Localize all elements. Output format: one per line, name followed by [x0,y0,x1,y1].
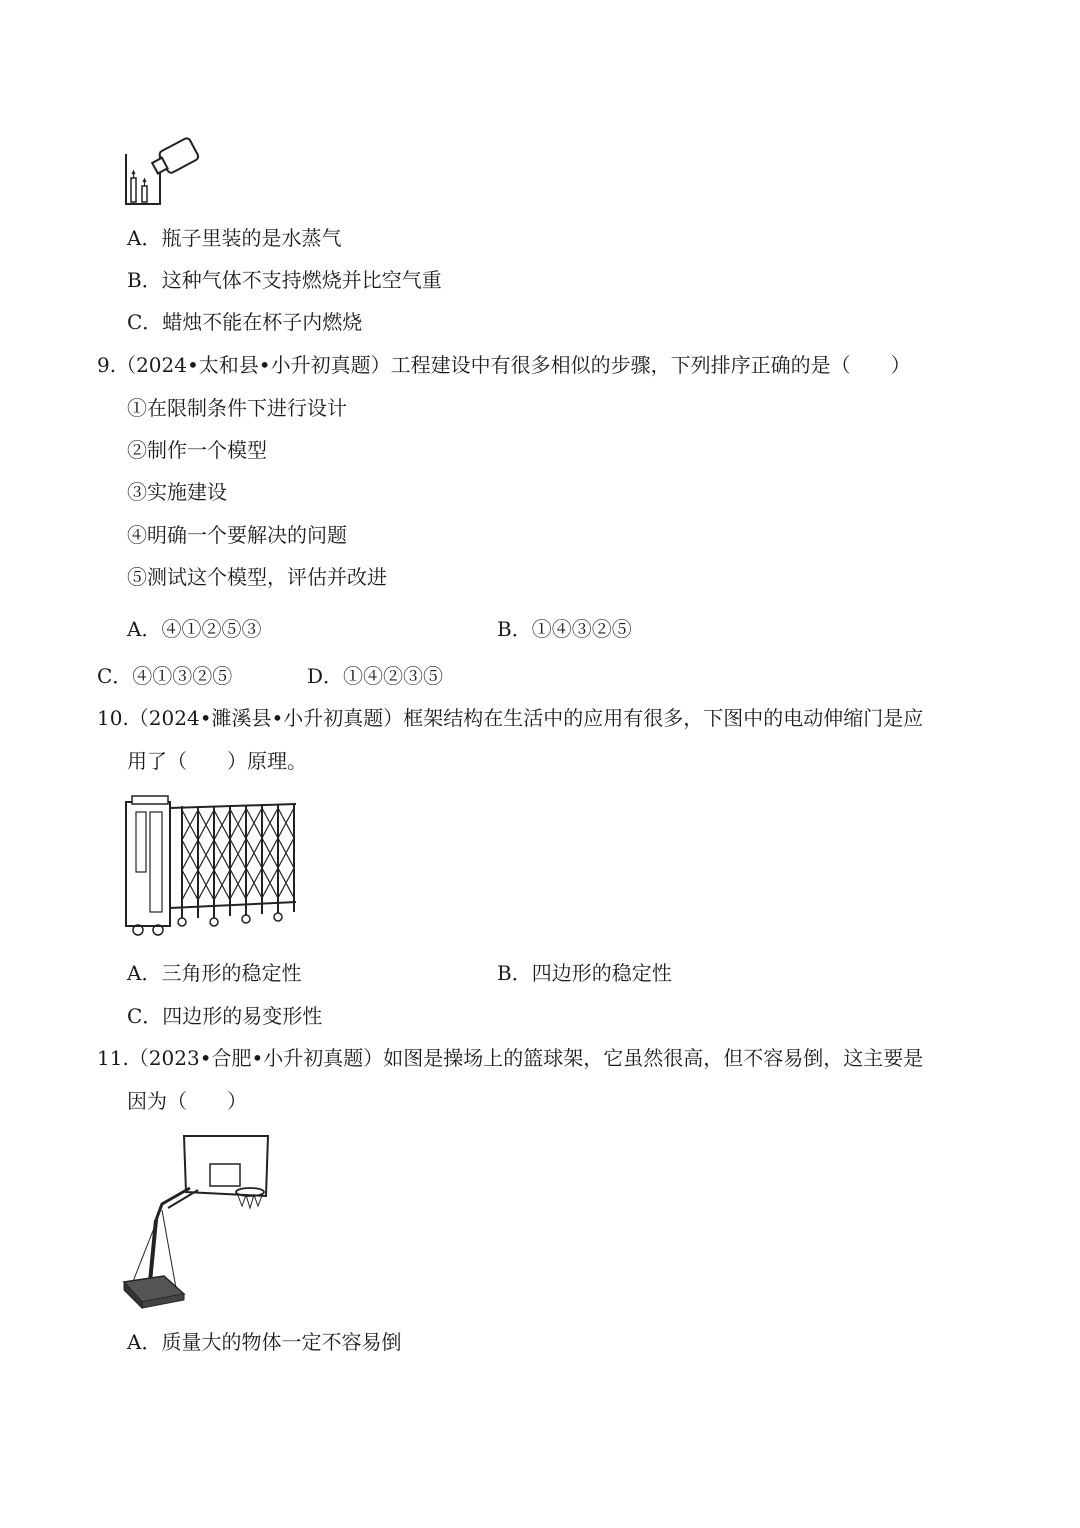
q9-step-2: ②制作一个模型 [127,438,267,462]
q9-step-1: ①在限制条件下进行设计 [127,396,347,420]
q9-option-c: C．④①③②⑤ [97,664,233,688]
q11-option-a: A．质量大的物体一定不容易倒 [127,1330,402,1354]
q9-stem: 9.（2024•太和县•小升初真题）工程建设中有很多相似的步骤，下列排序正确的是（ ） [97,353,911,377]
q8-option-b: B．这种气体不支持燃烧并比空气重 [127,268,442,292]
q11-stem-line-1: 11.（2023•合肥•小升初真题）如图是操场上的篮球架，它虽然很高，但不容易倒，这主要是 [97,1046,924,1070]
q10-option-a: A．三角形的稳定性 [127,961,302,985]
q9-step-4: ④明确一个要解决的问题 [127,523,347,547]
q9-option-a: A．④①②⑤③ [127,617,262,641]
q10-option-c: C．四边形的易变形性 [127,1004,323,1028]
q10-stem-line-2: 用了（ ）原理。 [127,749,307,773]
q11-stem-line-2: 因为（ ） [127,1089,247,1113]
q9-step-3: ③实施建设 [127,480,227,504]
q10-option-b: B．四边形的稳定性 [497,961,672,985]
q9-option-d: D．①④②③⑤ [307,664,444,688]
q9-step-5: ⑤测试这个模型，评估并改进 [127,565,387,589]
retractable-gate-figure [120,790,302,940]
bottle-candle-figure [118,134,208,210]
q9-option-b: B．①④③②⑤ [497,617,632,641]
q10-stem-line-1: 10.（2024•濉溪县•小升初真题）框架结构在生活中的应用有很多，下图中的电动伸缩门是应 [97,706,924,730]
q8-option-c: C．蜡烛不能在杯子内燃烧 [127,310,363,334]
basketball-stand-figure [118,1132,278,1310]
q8-option-a: A．瓶子里装的是水蒸气 [127,226,342,250]
